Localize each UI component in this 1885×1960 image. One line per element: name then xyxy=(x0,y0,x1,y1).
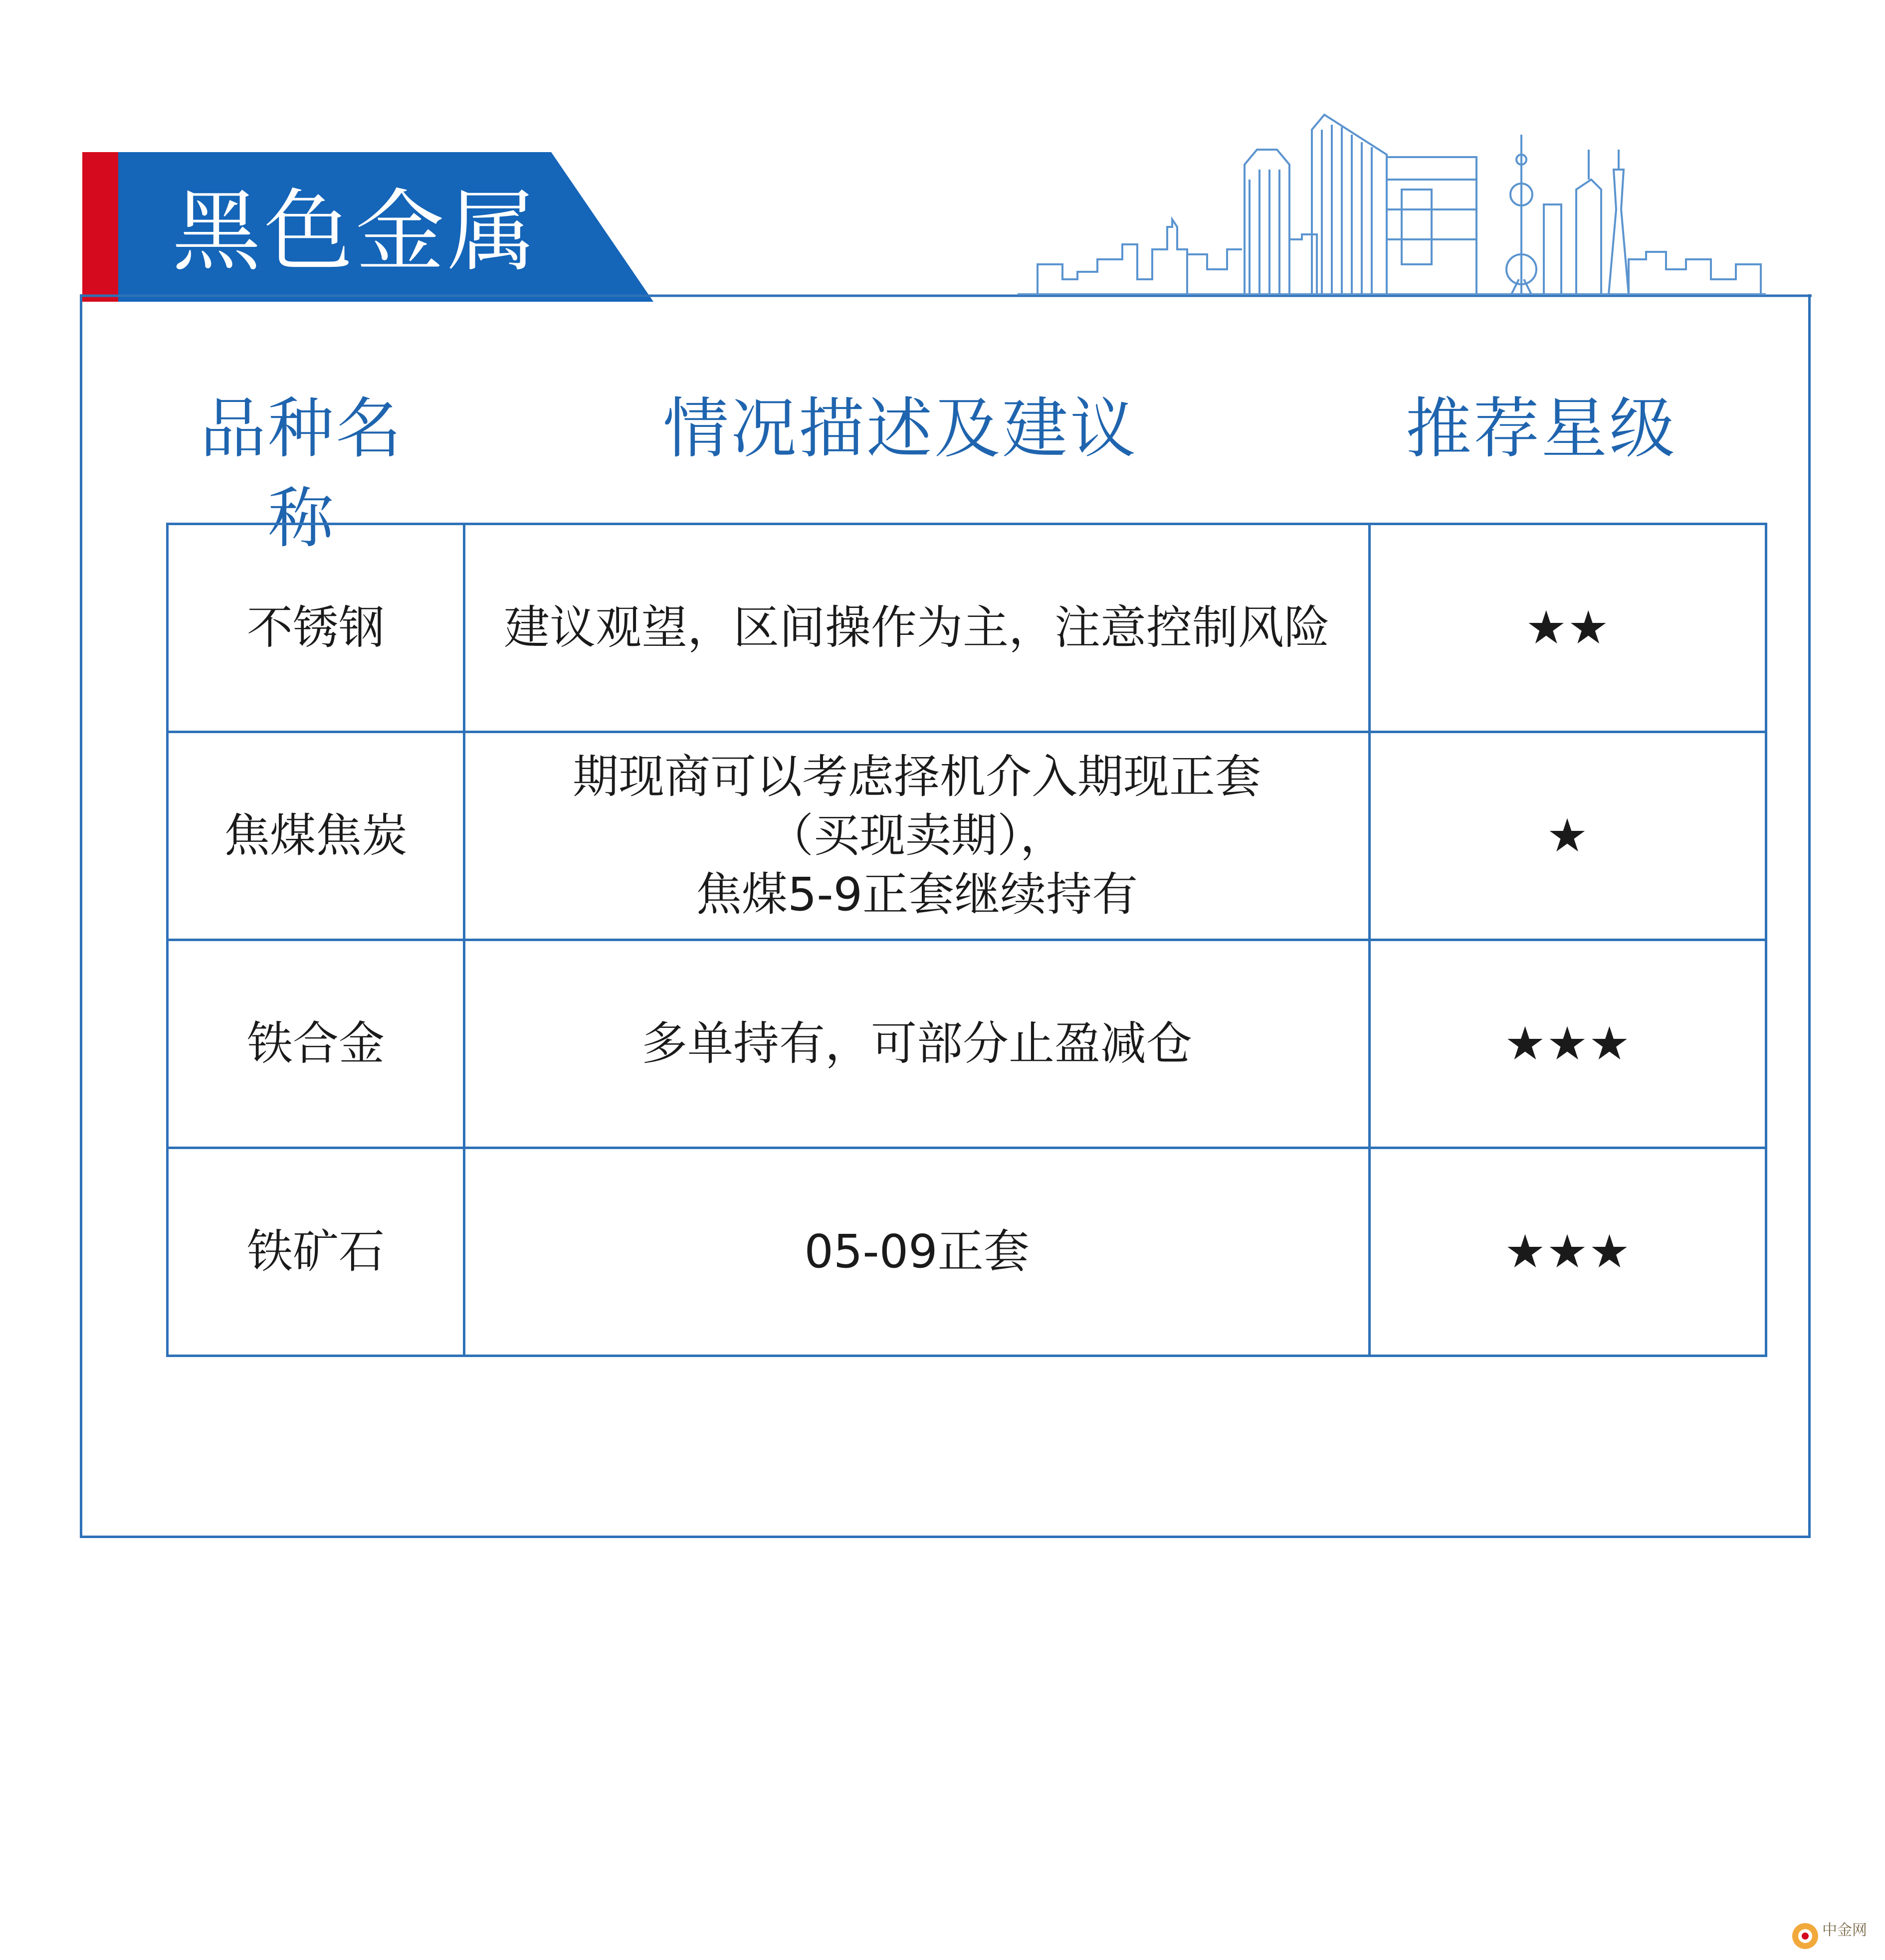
star-rating: ★ xyxy=(1370,732,1766,940)
column-header-description: 情况描述及建议 xyxy=(663,391,1138,467)
variety-name: 铁合金 xyxy=(168,940,464,1148)
description-cell: 多单持有，可部分止盈减仓 xyxy=(464,940,1370,1148)
column-header-rating: 推荐星级 xyxy=(1406,391,1677,467)
table-row xyxy=(168,524,1766,732)
watermark xyxy=(1791,1920,1876,1954)
star-rating: ★★★ xyxy=(1370,940,1766,1148)
variety-name: 铁矿石 xyxy=(168,1148,464,1356)
table-row xyxy=(168,1148,1766,1356)
description-cell: 05-09正套 xyxy=(464,1148,1370,1356)
variety-name: 不锈钢 xyxy=(168,524,464,732)
description-cell: 建议观望，区间操作为主，注意控制风险 xyxy=(464,524,1370,732)
table-row xyxy=(168,940,1766,1148)
watermark-logo-icon xyxy=(1791,1922,1819,1950)
column-header-variety: 品种名称 xyxy=(200,391,404,557)
table-row xyxy=(168,732,1766,940)
description-cell: 期现商可以考虑择机介入期现正套 （买现卖期）， 焦煤5-9正套继续持有 xyxy=(464,732,1370,940)
variety-name: 焦煤焦炭 xyxy=(168,732,464,940)
star-rating: ★★★ xyxy=(1370,1148,1766,1356)
recommendation-table xyxy=(166,523,1767,1357)
red-accent-bar xyxy=(82,152,118,302)
watermark-text: 中金网 xyxy=(1822,1922,1867,1939)
skyline-illustration xyxy=(1018,115,1766,294)
star-rating: ★★ xyxy=(1370,524,1766,732)
section-title: 黑色金属 xyxy=(172,180,539,283)
